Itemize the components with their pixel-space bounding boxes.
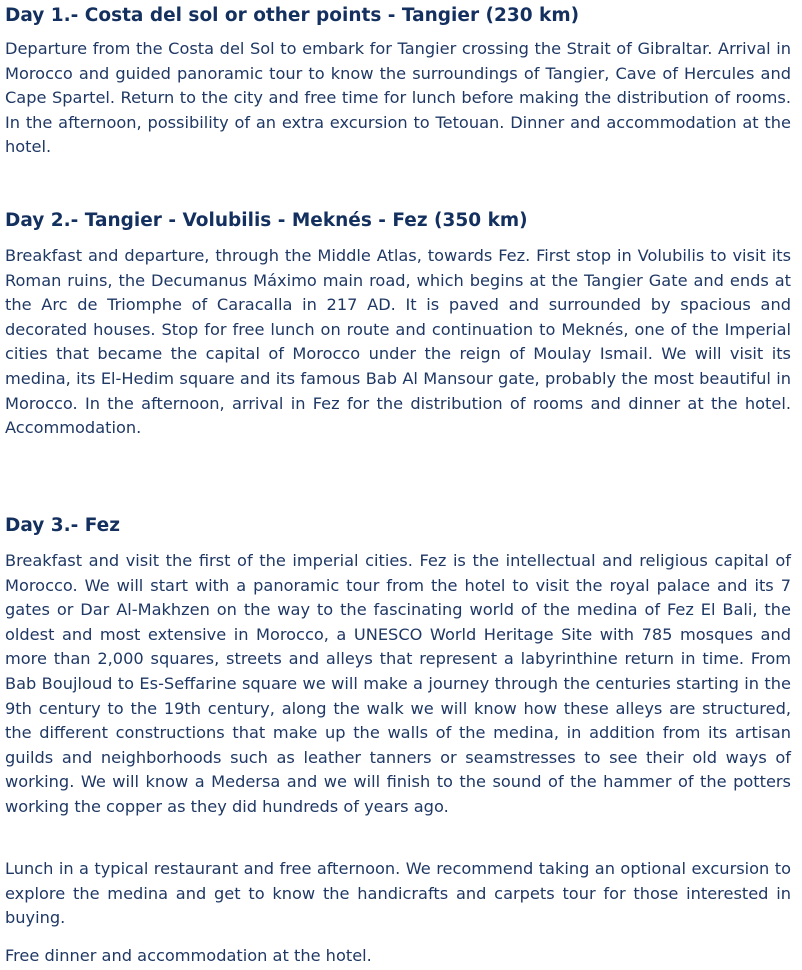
day-2-description: Breakfast and departure, through the Middle Atlas, towards Fez. First stop in Volubilis to visit its Roman ruins, the Decumanus Máximo main road, which begins at the Tangier Gate and ends at the Arc de Triomphe of Caracalla in 217 AD. It is paved and surrounded by spacious and decorated houses. Stop for free lunch on route and continuation to Meknés, one of the Imperial cities that became the capital of Morocco under the reign of Moulay Ismail. We will visit its medina, its El-Hedim square and its famous Bab Al Mansour gate, probably the most beautiful in Morocco. In the afternoon, arrival in Fez for the distribution of rooms and dinner at the hotel. Accommodation. [5, 246, 791, 438]
day-3-afternoon-note: Lunch in a typical restaurant and free afternoon. We recommend taking an optional excursion to explore the medina and get to know the handicrafts and carpets tour for those interested in buying. [5, 859, 791, 928]
day-2-heading: Day 2.- Tangier - Volubilis - Meknés - Fez (350 km) [5, 210, 528, 231]
day-3-description: Breakfast and visit the first of the imperial cities. Fez is the intellectual and religious capital of Morocco. We will start with a panoramic tour from the hotel to visit the royal palace and its 7 gates or Dar Al-Makhzen on the way to the fascinating world of the medina of Fez El Bali, the oldest and most extensive in Morocco, a UNESCO World Heritage Site with 785 mosques and more than 2,000 squares, streets and alleys that represent a labyrinthine return in time. From Bab Boujloud to Es-Seffarine square we will make a journey through the centuries starting in the 9th century to the 19th century, along the walk we will know how these alleys are structured, the different constructions that make up the walls of the medina, in addition from its artisan guilds and neighborhoods such as leather tanners or seamstresses to see their old ways of working. We will know a Medersa and we will finish to the sound of the hammer of the potters working the copper as they did hundreds of years ago. [5, 551, 791, 816]
day-3-dinner-note: Free dinner and accommodation at the hotel. [5, 946, 372, 965]
day-3-heading: Day 3.- Fez [5, 515, 120, 536]
day-1-heading: Day 1.- Costa del sol or other points - Tangier (230 km) [5, 5, 580, 26]
day-1-description: Departure from the Costa del Sol to embark for Tangier crossing the Strait of Gibraltar. Arrival in Morocco and guided panoramic tour to know the surroundings of Tangier, Cave of Hercules and Cape Spartel. Return to the city and free time for lunch before making the distribution of rooms. In the afternoon, possibility of an extra excursion to Tetouan. Dinner and accommodation at the hotel. [5, 39, 791, 157]
